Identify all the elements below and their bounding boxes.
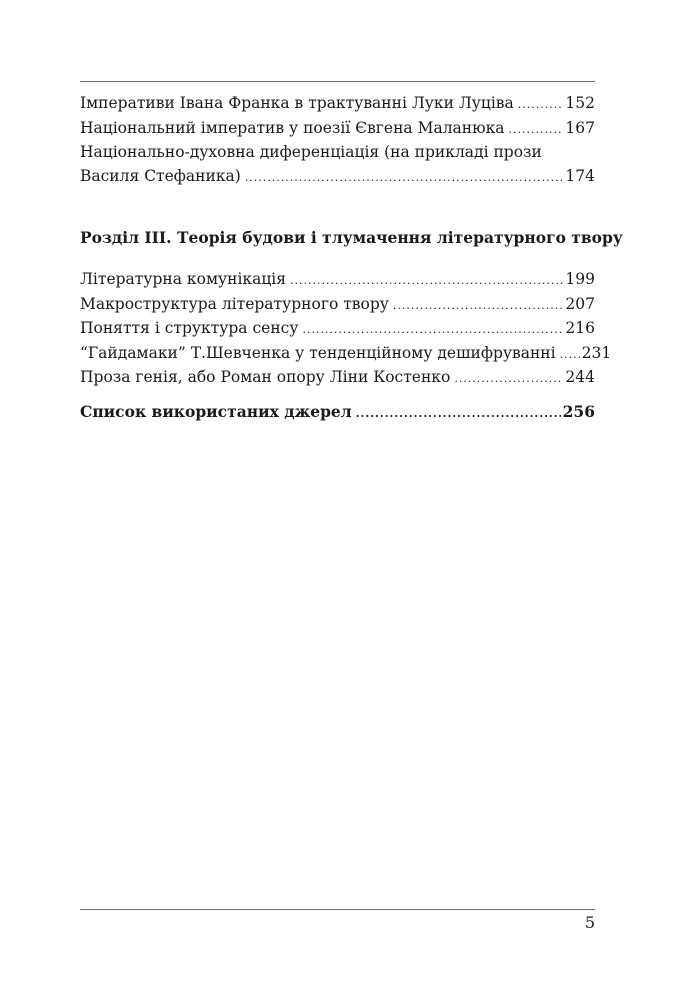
toc-group-section3: [80, 268, 612, 391]
toc-entry-title: Імперативи Івана Франка в трактуванні Луки Луціва: [80, 94, 514, 112]
section-heading: Розділ ІІІ. Теорія будови і тлумачення літературного твору: [80, 228, 623, 247]
toc-leader-dots: [509, 118, 564, 142]
toc-entry-page: 174: [565, 166, 595, 185]
toc-entry-title-line1[interactable]: Національно-духовна диференціація (на прикладі прози: [80, 143, 542, 161]
toc-leader-dots: [356, 402, 561, 426]
toc-entry-bibliography[interactable]: [80, 400, 595, 426]
toc-entry[interactable]: [80, 293, 595, 318]
toc-leader-dots: [518, 93, 564, 117]
bottom-rule: [80, 909, 595, 910]
toc-entry-page: 167: [565, 118, 595, 137]
page-number: 5: [584, 913, 595, 932]
toc-leader-dots: [560, 343, 580, 367]
toc-leader-dots: [245, 166, 564, 190]
toc-entry-page: 256: [562, 402, 595, 421]
toc-group-bibliography: [80, 400, 595, 426]
toc-entry-title: Поняття і структура сенсу: [80, 319, 299, 337]
toc-entry[interactable]: [80, 317, 595, 342]
toc-entry[interactable]: [80, 165, 595, 190]
toc-leader-dots: [302, 318, 563, 342]
toc-entry-title: Список використаних джерел: [80, 402, 352, 421]
toc-entry-title-line2: Василя Стефаника): [80, 166, 241, 185]
toc-leader-dots: [393, 294, 564, 318]
toc-entry-title: Літературна комунікація: [80, 270, 287, 288]
top-rule: [80, 81, 595, 82]
toc-entry[interactable]: [80, 92, 595, 117]
toc-entry-page: 216: [565, 319, 595, 337]
toc-leader-dots: [454, 367, 563, 391]
toc-entry-page: 152: [565, 94, 595, 112]
toc-entry[interactable]: [80, 117, 595, 142]
toc-entry-title: Національний імператив у поезії Євгена Маланюка: [80, 118, 505, 137]
toc-entry-title: Проза генія, або Роман опору Ліни Костенко: [80, 368, 451, 386]
toc-group-continued: [80, 92, 595, 189]
toc-entry-title: “Гайдамаки” Т.Шевченка у тенденційному дешифруванні: [80, 343, 556, 362]
toc-entry-page: 244: [565, 368, 595, 386]
toc-leader-dots: [290, 269, 563, 293]
toc-entry-page: 231: [581, 343, 612, 362]
toc-entry[interactable]: [80, 366, 595, 391]
toc-entry-page: 207: [565, 294, 595, 313]
toc-entry[interactable]: [80, 268, 595, 293]
toc-entry-title: Макроструктура літературного твору: [80, 294, 389, 313]
toc-entry[interactable]: [80, 342, 612, 367]
toc-entry-page: 199: [565, 270, 595, 288]
